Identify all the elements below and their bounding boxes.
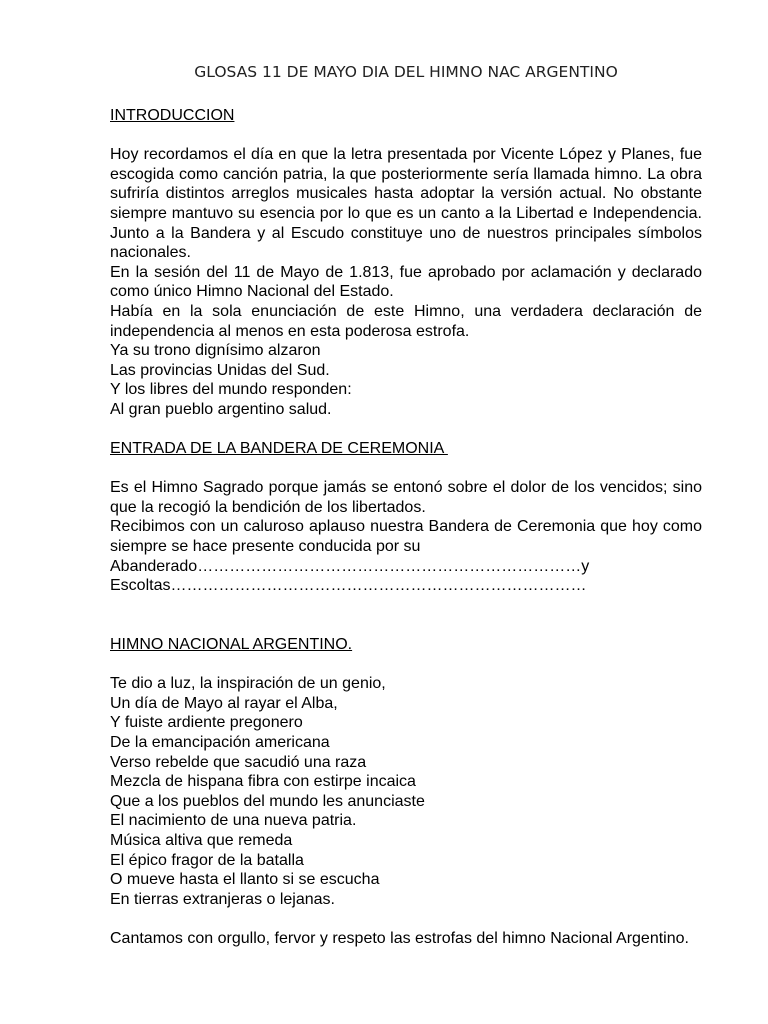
verse-line: En tierras extranjeras o lejanas. [110, 890, 335, 908]
verse-line: Al gran pueblo argentino salud. [110, 400, 332, 418]
intro-paragraph-1: Hoy recordamos el día en que la letra presentada por Vicente López y Planes, fue escogida como canción patria, la que posteriormente sería llamada himno. La obra sufriría distintos arreglos musicales hasta adoptar la versión actual. No obstante siempre mantuvo su esencia por lo que es un canto a la Libertad e Independencia. Junto a la Bandera y al Escudo constituye uno de nuestros principales símbolos nacionales. [110, 146, 702, 262]
spacer [110, 909, 702, 929]
verse-line: Te dio a luz, la inspiración de un genio, [110, 675, 386, 693]
flag-paragraph-2: Recibimos con un caluroso aplauso nuestra Bandera de Ceremonia que hoy como siempre se hace presente conducida por su [110, 518, 702, 556]
section-heading-himno: HIMNO NACIONAL ARGENTINO. [110, 636, 353, 654]
intro-verse [110, 341, 702, 419]
document-title: GLOSAS 11 DE MAYO DIA DEL HIMNO NAC ARGENTINO [194, 63, 618, 81]
verse-line: Que a los pueblos del mundo les anunciaste [110, 792, 425, 810]
verse-line: Las provincias Unidas del Sud. [110, 361, 330, 379]
verse-line: Y fuiste ardiente pregonero [110, 714, 303, 732]
verse-line: Mezcla de hispana fibra con estirpe incaica [110, 773, 416, 791]
verse-line: Un día de Mayo al rayar el Alba, [110, 694, 338, 712]
escoltas-line: Escoltas…………………………………………………………………… [110, 577, 587, 595]
section-heading-bandera: ENTRADA DE LA BANDERA DE CEREMONIA [110, 440, 448, 458]
section-heading-introduccion: INTRODUCCION [110, 107, 235, 124]
verse-line: El épico fragor de la batalla [110, 851, 304, 869]
abanderado-line: Abanderado………………………………………………………………y [110, 557, 590, 575]
document-page [110, 62, 702, 949]
spacer [110, 126, 702, 146]
intro-paragraph-3: Había en la sola enunciación de este Himno, una verdadera declaración de independencia al menos en esta poderosa estrofa. [110, 302, 702, 340]
verse-line: De la emancipación americana [110, 734, 330, 751]
verse-line: O mueve hasta el llanto si se escucha [110, 871, 380, 889]
anthem-verse [110, 674, 702, 909]
flag-paragraph-1: Es el Himno Sagrado porque jamás se entonó sobre el dolor de los vencidos; sino que la recogió la bendición de los libertados. [110, 479, 702, 516]
verse-line: Verso rebelde que sacudió una raza [110, 753, 367, 771]
verse-line: Ya su trono dignísimo alzaron [110, 342, 321, 360]
intro-paragraph-2: En la sesión del 11 de Mayo de 1.813, fue aprobado por aclamación y declarado como único Himno Nacional del Estado. [110, 263, 702, 301]
spacer [110, 420, 702, 440]
verse-line: Música altiva que remeda [110, 831, 293, 849]
spacer [110, 459, 702, 479]
verse-line: El nacimiento de una nueva patria. [110, 812, 357, 830]
spacer [110, 655, 702, 675]
spacer [110, 596, 702, 635]
verse-line: Y los libres del mundo responden: [110, 381, 352, 399]
closing-paragraph: Cantamos con orgullo, fervor y respeto las estrofas del himno Nacional Argentino. [110, 929, 689, 947]
